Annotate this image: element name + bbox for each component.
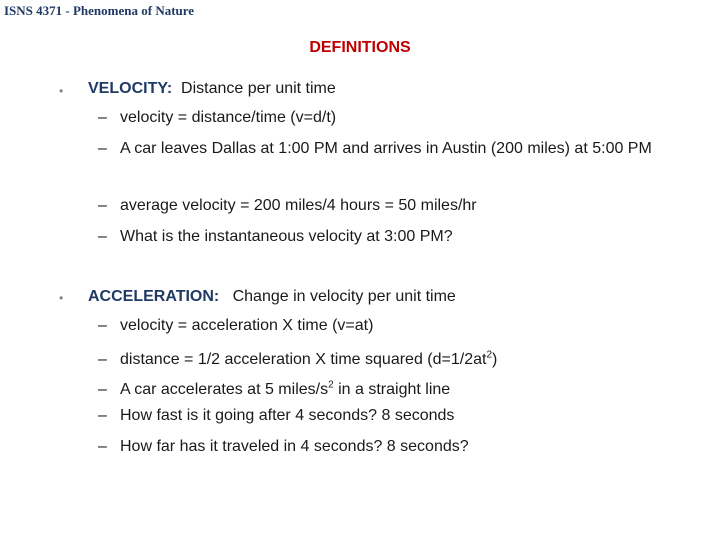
velocity-item-text: A car leaves Dallas at 1:00 PM and arrives in Austin (200 miles) at 5:00 PM	[120, 140, 652, 157]
velocity-item	[98, 226, 453, 248]
acceleration-definition: Change in velocity per unit time	[232, 288, 456, 305]
acceleration-definition-line	[88, 288, 456, 306]
velocity-item-text: average velocity = 200 miles/4 hours = 50 miles/hr	[120, 197, 477, 214]
velocity-item-text: velocity = distance/time (v=d/t)	[120, 109, 337, 126]
velocity-definition-line	[88, 80, 336, 98]
dash-marker: –	[98, 351, 107, 369]
acceleration-item-text: distance = 1/2 acceleration X time squared $(d=1/2at^2)$	[120, 350, 498, 369]
velocity-term: VELOCITY:	[88, 80, 173, 97]
dash-marker: –	[98, 317, 107, 334]
acceleration-item	[98, 315, 373, 337]
acceleration-item-text: velocity = acceleration X time (v=at)	[120, 317, 374, 334]
velocity-item	[98, 195, 477, 217]
dash-marker: –	[98, 381, 107, 399]
dash-marker: –	[98, 438, 107, 455]
acceleration-item	[98, 345, 497, 371]
acceleration-item	[98, 436, 469, 458]
velocity-definition: Distance per unit time	[181, 80, 336, 97]
bullet-acceleration: •	[59, 291, 64, 305]
dash-marker: –	[98, 140, 107, 157]
dash-marker: –	[98, 197, 107, 214]
acceleration-item-text: A car accelerates at 5 miles/$s^2$ in a straight line	[120, 380, 451, 399]
velocity-item	[98, 107, 336, 129]
dash-marker: –	[98, 228, 107, 245]
velocity-item-text: What is the instantaneous velocity at 3:00 PM?	[120, 228, 453, 245]
acceleration-item-text: How fast is it going after 4 seconds? 8 seconds	[120, 407, 455, 424]
velocity-item	[98, 138, 680, 160]
dash-marker: –	[98, 407, 107, 424]
acceleration-item	[98, 405, 454, 427]
acceleration-item-text: How far has it traveled in 4 seconds? 8 seconds?	[120, 438, 469, 455]
dash-marker: –	[98, 109, 107, 126]
slide-title: DEFINITIONS	[309, 39, 411, 56]
acceleration-term: ACCELERATION:	[88, 288, 220, 305]
bullet-velocity: •	[59, 84, 64, 98]
course-header: ISNS 4371 - Phenomena of Nature	[4, 3, 195, 18]
acceleration-item	[98, 375, 450, 401]
